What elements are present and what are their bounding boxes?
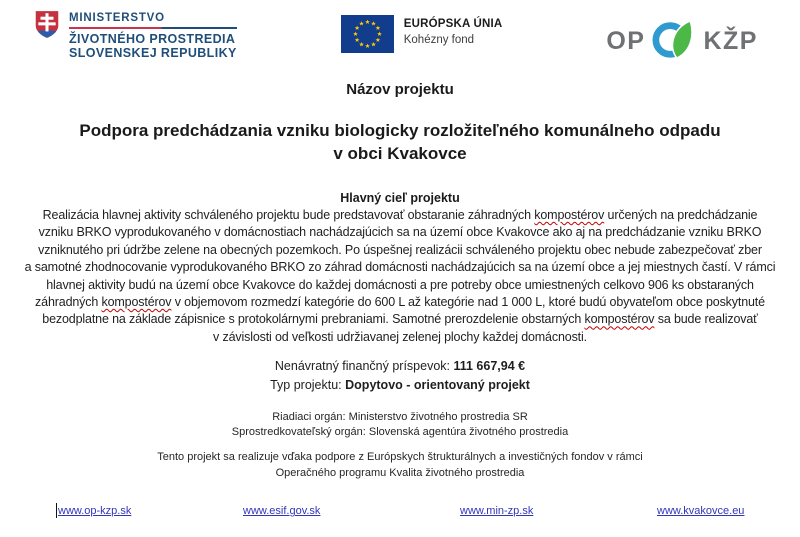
managing-authority-line: Riadiaci orgán: Ministerstvo životného prostredia SR (272, 411, 528, 424)
eu-flag-icon (341, 15, 394, 58)
link-kvakovce[interactable]: www.kvakovce.eu (657, 505, 745, 518)
support-note-line2: Operačného programu Kvalita životného prostredia (275, 467, 525, 480)
opkzp-leaf-icon (652, 18, 696, 65)
paragraph-line: bezodplatne na základe zápisnice s protokolárnymi prebraniami. Samotné prerozdelenie obstarných kompostérov sa bude realizovať (42, 312, 758, 327)
opkzp-logo (606, 10, 758, 65)
project-details (0, 357, 800, 395)
link-op-kzp[interactable]: www.op-kzp.sk (58, 505, 132, 518)
paragraph-line: a samotné zhodnocovanie vyprodukovaného BRKO zo záhrad domácnosti nachádzajúcich sa na území obce a jej miestnych častí. V rámci (24, 260, 776, 275)
paragraph-line: Realizácia hlavnej aktivity schváleného projektu bude predstavovať obstaranie záhradných kompostérov určených na predchádzanie (42, 208, 758, 222)
ministry-logo (34, 10, 237, 60)
slovak-coat-of-arms-icon (34, 10, 60, 44)
project-type-label: Typ projektu: (270, 378, 346, 393)
text-cursor (56, 503, 57, 518)
project-title-line2: v obci Kvakovce (333, 144, 467, 163)
paragraph-line: v závislosti od veľkosti udržiavanej zelenej plochy každej domácnosti. (213, 329, 587, 344)
logo-header (0, 0, 800, 66)
paragraph-line: vzniknutého pri údržbe zelene na obecných pozemkoch. Po úspešnej realizácii schváleného projektu obec nebude zabezpečovať zber (38, 242, 762, 257)
contribution-value: 111 667,94 € (453, 359, 526, 374)
project-title-line1: Podpora predchádzania vzniku biologicky rozložiteľného komunálneho odpadu (79, 121, 721, 140)
footer-links (0, 505, 800, 521)
opkzp-op-label: OP (606, 27, 646, 55)
contribution-line (0, 357, 800, 376)
main-goal-paragraph (0, 207, 800, 346)
project-name-label: Názov projektu (346, 81, 454, 98)
support-note-line1: Tento projekt sa realizuje vďaka podpore z Európskych štrukturálnych a investičných fondov v rámci (157, 451, 643, 464)
project-title (0, 119, 800, 165)
ministry-underline (69, 27, 237, 29)
project-type-line (0, 376, 800, 395)
ministry-logo-text (69, 10, 237, 60)
opkzp-kzp-label: KŽP (703, 27, 758, 55)
link-min-zp[interactable]: www.min-zp.sk (460, 505, 534, 518)
paragraph-line: vzniku BRKO vyprodukovaného v domácnostiach nachádzajúcich sa na území obce Kvakovce ako aj na predchádzanie vzniku BRKO (38, 225, 762, 240)
ministry-dept-line: ŽIVOTNÉHO PROSTREDIA (69, 31, 236, 46)
intermediate-body-line: Sprostredkovateľský orgán: Slovenská agentúra životného prostredia (231, 425, 569, 438)
eu-logo (341, 10, 503, 58)
link-esif[interactable]: www.esif.gov.sk (243, 505, 321, 518)
paragraph-line: hlavnej aktivity budú na území obce Kvakovce do každej domácnosti a pre potreby obce umiestnených celkovo 906 ks obstaraných (46, 277, 754, 292)
contribution-label: Nenávratný finančný príspevok: (274, 359, 454, 374)
main-goal-heading: Hlavný cieľ projektu (340, 191, 460, 205)
ministry-name: MINISTERSTVO (69, 12, 165, 24)
ministry-country-line: SLOVENSKEJ REPUBLIKY (69, 45, 237, 60)
project-type-value: Dopytovo - orientovaný projekt (345, 378, 530, 393)
eu-logo-text (404, 15, 503, 46)
eu-fund-label: Kohézny fond (403, 33, 475, 46)
eu-union-label: EURÓPSKA ÚNIA (403, 18, 503, 30)
paragraph-line: záhradných kompostérov v objemovom rozmedzí kategórie do 600 L až kategórie nad 1 000 L, ktoré budú obyvateľom obce poskytnuté (35, 295, 765, 310)
authorities (0, 410, 800, 439)
support-note (0, 449, 800, 481)
